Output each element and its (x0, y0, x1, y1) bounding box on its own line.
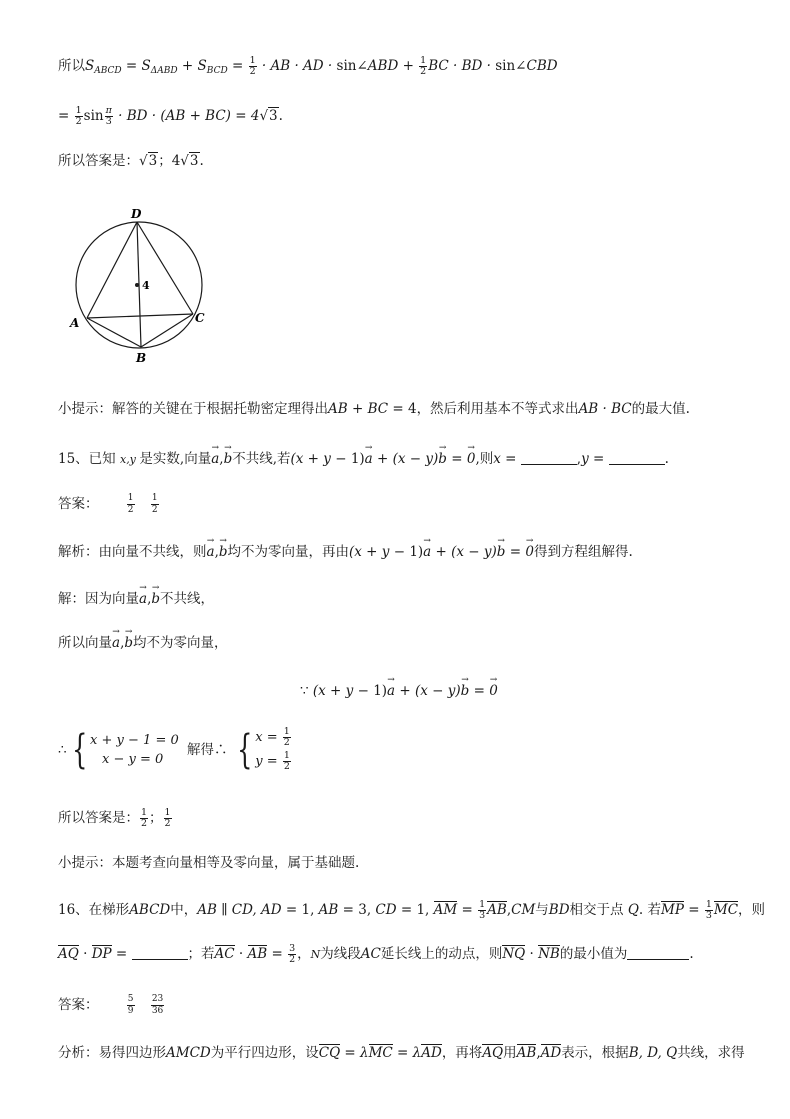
circle-quadrilateral-diagram (60, 200, 220, 370)
segment-DA (87, 222, 137, 318)
label-D: D (131, 207, 142, 221)
question-15: 15、已知 x,y 是实数,向量→ a,→ b不共线,若(x + y − 1)→ a + (x − y)→ b = → 0,则x = ,y = . (58, 450, 669, 469)
analysis-16: 分析：易得四边形AMCD为平行四边形，设CQ = λMC = λAD，再将AQ用AB,AD表示，根据B, D, Q共线，求得 (58, 1045, 745, 1061)
answer-16: 答案： $\frac{5}{9}$ $\frac{23}{36}$ (58, 994, 164, 1016)
blank-aq-dp[interactable] (132, 945, 188, 960)
analysis-15: 解析：由向量不共线，则→ a,→ b均不为零向量，再由(x + y − 1)→ a + (x − y)→ b = → 0得到方程组解得. (58, 543, 633, 561)
blank-y[interactable] (609, 450, 665, 465)
blank-x[interactable] (521, 450, 577, 465)
area-result-line: = $\frac{1}{2}$ sin $\frac{\pi}{3}$ · BD · (AB + BC) = 4√3. (58, 105, 283, 127)
hint-14: 小提示：解答的关键在于根据托勒密定理得出AB + BC = 4，然后利用基本不等式求出AB · BC的最大值. (58, 401, 690, 417)
area-formula-line: 所以$S_{ABCD} = S_{\Delta ABD} + S_{BCD}$ = $\frac{1}{2}$ · AB · AD · sin∠ABD + $\frac{1}{2}$ BC · BD · sin∠CBD (58, 55, 558, 77)
answer-15-y: $\frac{1}{2}$ (151, 493, 158, 515)
question-16-line2: AQ · DP = ；若AC · AB = $\frac{3}{2}$ ，N为线段AC延长线上的动点，则NQ · NB的最小值为 . (58, 943, 694, 965)
center-point (135, 283, 139, 287)
hint-15: 小提示：本题考查向量相等及零向量，属于基础题. (58, 855, 360, 871)
label-B: B (136, 351, 147, 365)
blank-min-value[interactable] (627, 945, 689, 960)
answer-14-line: 所以答案是：√3；4√3. (58, 153, 204, 169)
solution-15-line2: 所以向量→ a,→ b均不为零向量， (58, 634, 228, 652)
question-16-line1: 16、在梯形ABCD中，AB ∥ CD, AD = 1, AB = 3, CD = 1, AM = $\frac{1}{3}$ AB,CM与BD相交于点 Q. 若MP = $\frac{1}{3}$ MC，则 (58, 899, 766, 921)
label-C: C (195, 311, 205, 325)
label-center: 4 (142, 279, 150, 292)
answer-15-final: 所以答案是： $\frac{1}{2}$ ； $\frac{1}{2}$ (58, 807, 171, 829)
label-A: A (70, 316, 80, 330)
segment-DC (137, 222, 193, 314)
answer-15: 答案： $\frac{1}{2}$ $\frac{1}{2}$ (58, 493, 158, 515)
solution-15-equation: ∵ (x + y − 1)→ a + (x − y)→ b = → 0 (300, 682, 498, 700)
solution-15-system: ∴ { x + y − 1 = 0 x − y = 0 解得∴ { x = $\frac{1}{2}$ y = $\frac{1}{2}$ (58, 726, 290, 773)
answer-16-first: $\frac{5}{9}$ (127, 994, 134, 1016)
solution-15-line1: 解：因为向量→ a,→ b不共线， (58, 590, 214, 608)
answer-16-second: $\frac{23}{36}$ (151, 994, 164, 1016)
answer-15-x: $\frac{1}{2}$ (127, 493, 134, 515)
